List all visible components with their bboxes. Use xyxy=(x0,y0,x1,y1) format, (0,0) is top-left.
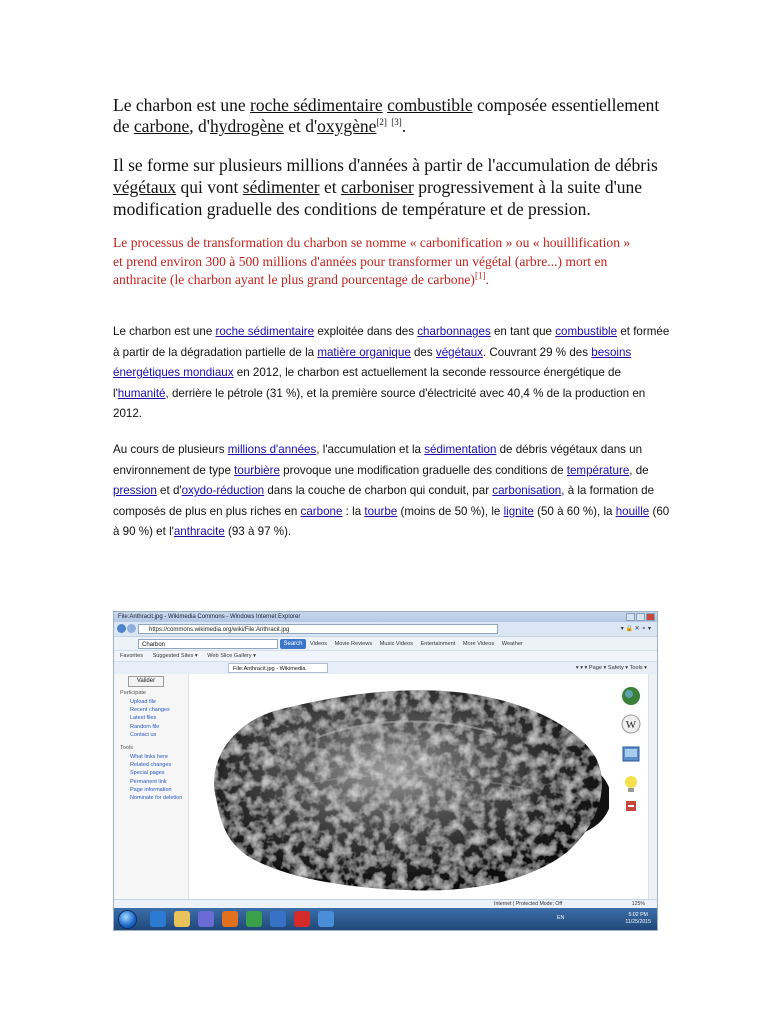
picture-icon[interactable] xyxy=(621,744,641,764)
text: dans la couche de charbon qui conduit, par xyxy=(264,484,493,497)
text: provoque une modification graduelle des conditions de xyxy=(279,463,567,477)
link-vegetaux[interactable]: végétaux xyxy=(113,177,177,197)
text: qui vont xyxy=(176,177,243,197)
sidebar-link[interactable]: Contact us xyxy=(130,731,157,738)
clock-time: 5:02 PM xyxy=(628,912,648,918)
tools-list xyxy=(130,753,182,802)
sidebar-link[interactable]: Recent changes xyxy=(130,707,170,714)
valider-button[interactable]: Valider xyxy=(128,676,164,687)
toolbar-link[interactable]: Movie Reviews xyxy=(334,641,373,647)
link-tourbiere[interactable]: tourbière xyxy=(234,463,280,477)
tools-header: Tools xyxy=(120,745,133,751)
text: Le charbon est une xyxy=(113,325,216,338)
text: . Couvrant 29 % des xyxy=(482,345,592,359)
link-tourbe[interactable]: tourbe xyxy=(364,504,398,518)
window-titlebar xyxy=(114,612,657,622)
lightbulb-icon[interactable] xyxy=(621,774,641,794)
gadget-pane xyxy=(609,674,657,899)
ie-window-icon[interactable] xyxy=(318,911,334,927)
paragraph-definition xyxy=(113,95,673,137)
close-button[interactable] xyxy=(646,613,655,621)
text: composée essentiellement de xyxy=(113,95,660,136)
search-input[interactable]: Charbon xyxy=(138,639,278,649)
toolbar-link[interactable]: Weather xyxy=(501,641,523,647)
sidebar-link[interactable]: Random file xyxy=(130,723,160,730)
text: et formée à partir de la dégradation partielle de la xyxy=(113,325,670,359)
text: et xyxy=(319,177,341,197)
sidebar-link[interactable]: What links here xyxy=(130,754,168,760)
text: progressivement à la suite d'une modification graduelle des conditions de température et de pression. xyxy=(113,177,643,219)
text: , l'accumulation et la xyxy=(316,443,425,456)
link-combustible[interactable]: combustible xyxy=(555,325,618,338)
page-content xyxy=(114,674,657,899)
link-oxygene[interactable]: oxygène xyxy=(317,116,377,136)
sidebar-link[interactable]: Permanent link xyxy=(130,778,167,785)
paragraph-formation xyxy=(113,154,673,220)
participate-list xyxy=(130,698,170,739)
paragraph-carbonification xyxy=(113,234,633,290)
text: Au cours de plusieurs xyxy=(113,443,228,456)
text: de débris végétaux dans un environnement de type xyxy=(113,443,643,477)
globe-icon[interactable] xyxy=(621,686,641,706)
citation-1[interactable]: [1] xyxy=(474,270,486,281)
paragraph-sedimentation xyxy=(113,440,673,543)
svg-text:W: W xyxy=(625,719,637,731)
search-button[interactable]: Search xyxy=(280,639,306,649)
text: (93 à 97 %). xyxy=(224,525,292,538)
status-text: Internet | Protected Mode: Off xyxy=(494,901,563,907)
text: . xyxy=(485,272,489,287)
command-bar[interactable]: ▾ ▾ ▾ Page ▾ Safety ▾ Tools ▾ xyxy=(575,665,647,671)
firefox-icon[interactable] xyxy=(222,911,238,927)
sidebar-link[interactable]: Latest files xyxy=(130,715,157,722)
text: (50 à 60 %), la xyxy=(533,504,616,518)
link-lignite[interactable]: lignite xyxy=(503,504,534,518)
text: : la xyxy=(342,504,365,518)
wiki-sidebar xyxy=(114,674,189,899)
paragraph-exploitation xyxy=(113,322,673,425)
link-charbonnages[interactable]: charbonnages xyxy=(417,325,491,338)
text: , derrière le pétrole (31 %), et la première source d'électricité avec 40,4 % de la production en 2012. xyxy=(113,386,646,420)
text: Le charbon est une xyxy=(113,95,251,115)
link-sedimenter[interactable]: sédimenter xyxy=(242,177,320,197)
toolbar-link[interactable]: Entertainment xyxy=(420,641,456,647)
language-indicator[interactable]: EN xyxy=(557,915,565,921)
window-title: File:Anthracit.jpg - Wikimedia Commons - Windows Internet Explorer xyxy=(118,614,301,620)
tab-row xyxy=(114,661,657,675)
link-carbone[interactable]: carbone xyxy=(133,116,190,136)
link-temperature[interactable]: température xyxy=(566,463,630,477)
browser-tab[interactable]: File:Anthracit.jpg - Wikimedia xyxy=(228,663,328,673)
sidebar-link[interactable]: Page information xyxy=(130,786,172,793)
address-row xyxy=(114,622,657,636)
stop-icon[interactable] xyxy=(625,800,637,812)
system-tray xyxy=(553,910,653,928)
link-roche-sedimentaire[interactable]: roche sédimentaire xyxy=(250,95,383,115)
chrome-icon[interactable] xyxy=(246,911,262,927)
opera-icon[interactable] xyxy=(294,911,310,927)
link-carbonisation[interactable]: carbonisation xyxy=(492,484,562,497)
text: , à la formation de composés de plus en plus riches en xyxy=(113,484,655,518)
sidebar-link[interactable]: Upload file xyxy=(130,699,156,705)
maximize-button[interactable] xyxy=(636,613,645,621)
anthracite-image xyxy=(196,678,616,896)
text: (moins de 50 %), le xyxy=(397,504,504,518)
address-bar[interactable]: https://commons.wikimedia.org/wiki/File:Anthracit.jpg xyxy=(138,624,498,634)
text: (60 à 90 %) et l' xyxy=(113,504,670,538)
link-vegetaux[interactable]: végétaux xyxy=(435,345,483,359)
word-icon[interactable] xyxy=(270,911,286,927)
link-millions-annees[interactable]: millions d'années xyxy=(227,443,317,456)
link-carboniser[interactable]: carboniser xyxy=(340,177,414,197)
wikipedia-icon[interactable] xyxy=(621,714,641,734)
zoom-level[interactable]: 125% xyxy=(631,901,645,907)
text: , d' xyxy=(189,116,210,136)
folder-icon[interactable] xyxy=(174,911,190,927)
sidebar-link[interactable]: Nominate for deletion xyxy=(130,795,183,802)
start-button[interactable] xyxy=(118,910,137,929)
text: en tant que xyxy=(490,325,556,338)
link-sedimentation[interactable]: sédimentation xyxy=(424,443,497,456)
text: , de xyxy=(629,463,649,477)
toolbar-link[interactable]: Music Videos xyxy=(379,641,413,647)
link-combustible[interactable]: combustible xyxy=(387,95,473,115)
coal-rock xyxy=(214,690,602,890)
text: exploitée dans des xyxy=(314,325,418,338)
vertical-scrollbar[interactable] xyxy=(648,674,657,899)
ie-icon[interactable] xyxy=(150,911,166,927)
text: Il se forme sur plusieurs millions d'années à partir de l'accumulation de débris xyxy=(113,155,658,175)
link-anthracite[interactable]: anthracite xyxy=(173,525,225,538)
text: et d' xyxy=(283,116,318,136)
link-humanite[interactable]: humanité xyxy=(117,386,166,400)
clock[interactable] xyxy=(625,912,651,925)
text: en 2012, le charbon est actuellement la seconde ressource énergétique de l' xyxy=(113,366,621,400)
back-icon[interactable] xyxy=(117,624,126,633)
sidebar-link[interactable]: Related changes xyxy=(130,762,172,769)
suggested-sites-link[interactable]: Suggested Sites ▾ xyxy=(152,653,198,659)
citation-2[interactable]: [2] xyxy=(376,117,387,128)
media-icon[interactable] xyxy=(198,911,214,927)
text: des xyxy=(410,345,436,359)
toolbar-link[interactable]: More Videos xyxy=(462,641,495,647)
minimize-button[interactable] xyxy=(626,613,635,621)
link-roche-sedimentaire[interactable]: roche sédimentaire xyxy=(215,325,315,338)
toolbar-link[interactable]: Videos xyxy=(310,641,328,647)
forward-icon[interactable] xyxy=(127,624,136,633)
link-matiere-organique[interactable]: matière organique xyxy=(317,345,411,359)
browser-screenshot xyxy=(113,611,658,931)
link-houille[interactable]: houille xyxy=(615,504,650,518)
window-controls xyxy=(626,613,655,621)
windows-taskbar xyxy=(114,908,657,930)
link-hydrogene[interactable]: hydrogène xyxy=(209,116,284,136)
clock-date: 11/25/2015 xyxy=(625,918,651,925)
participate-header: Participate xyxy=(120,690,146,696)
address-tools[interactable]: ▾ 🔒 ✕ ⚬ ▾ xyxy=(620,626,651,632)
link-pression[interactable]: pression xyxy=(113,484,157,497)
search-toolbar xyxy=(114,636,657,651)
web-slice-gallery-link[interactable]: Web Slice Gallery ▾ xyxy=(207,653,256,659)
text: . xyxy=(401,116,407,136)
favorites-bar xyxy=(114,650,657,661)
citation-3[interactable]: [3] xyxy=(391,117,402,128)
link-oxydo-reduction[interactable]: oxydo-réduction xyxy=(181,484,265,497)
sidebar-link[interactable]: Special pages xyxy=(130,770,165,777)
favorites-button[interactable]: Favorites xyxy=(120,653,144,659)
link-carbone[interactable]: carbone xyxy=(300,504,343,518)
text: Le processus de transformation du charbon se nomme « carbonification » ou « houillification » et prend environ 300 à 500 millions d'années pour transformer un végétal (arbre...) mort en anthracite (le charbon ayant le plus grand pourcentage de carbone) xyxy=(113,235,631,287)
text: et d' xyxy=(156,484,182,497)
link-besoins-energetiques[interactable]: besoins énergétiques mondiaux xyxy=(113,345,632,379)
toolbar-links xyxy=(310,639,529,649)
